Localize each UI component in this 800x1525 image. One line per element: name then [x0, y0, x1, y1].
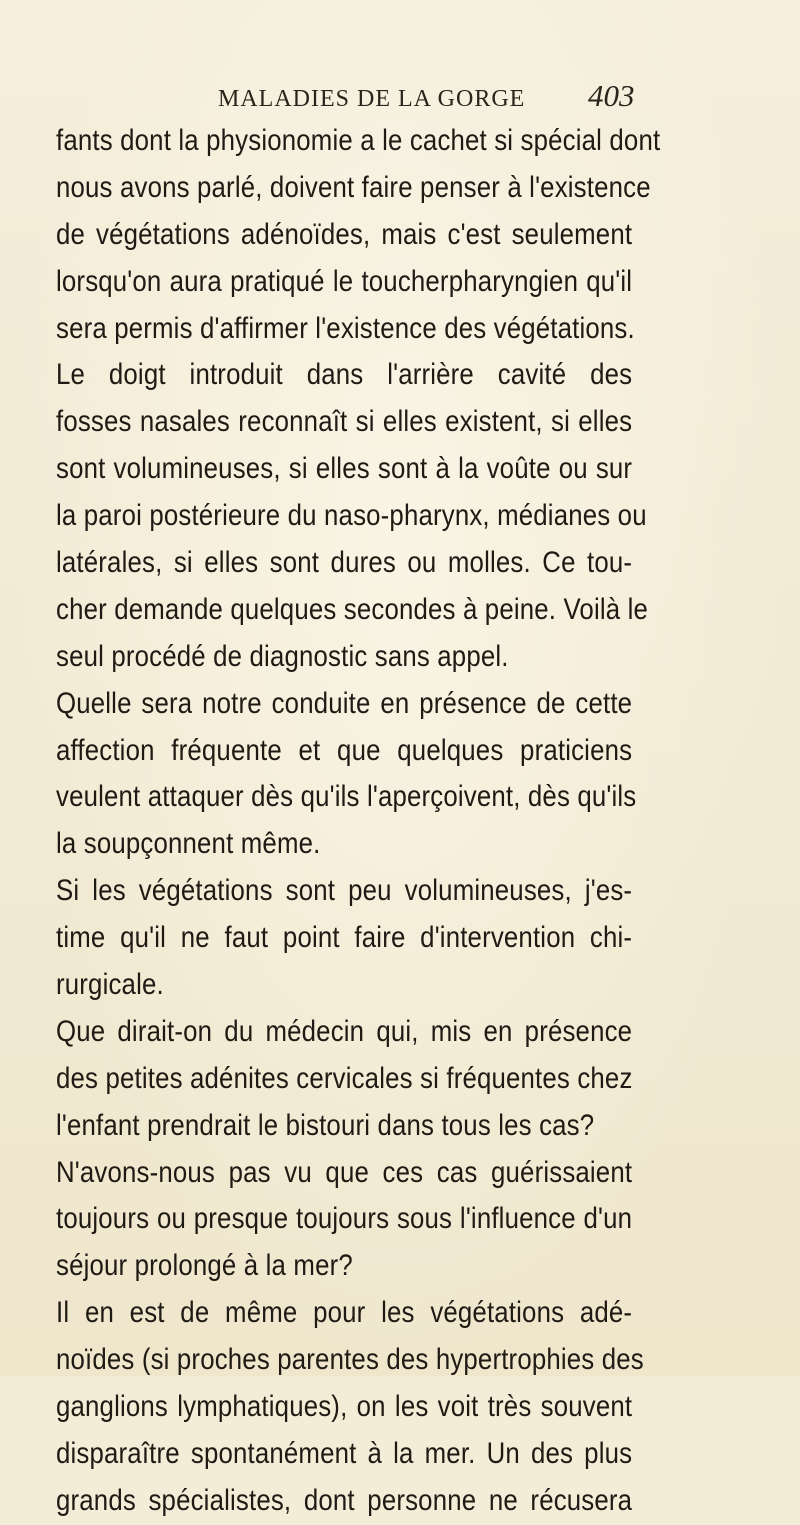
text-line: fosses nasales reconnaît si elles existent, si elles — [56, 405, 633, 439]
text-line: noïdes (si proches parentes des hypertrophies des — [56, 1343, 644, 1377]
text-line: la paroi postérieure du naso-pharynx, médianes ou — [56, 499, 647, 533]
text-line: cher demande quelques secondes à peine. Voilà le — [56, 592, 649, 626]
text-line: affection fréquente et que quelques praticiens — [56, 733, 633, 767]
text-line: sont volumineuses, si elles sont à la voûte ou sur — [56, 452, 633, 486]
page-header — [0, 78, 800, 118]
text-line: N'avons-nous pas vu que ces cas guérissaient — [56, 1155, 633, 1189]
text-line: toujours ou presque toujours sous l'influence d'un — [56, 1202, 633, 1236]
text-line: des petites adénites cervicales si fréquentes chez — [56, 1061, 633, 1095]
text-line: Quelle sera notre conduite en présence de cette — [56, 686, 633, 720]
text-line: de végétations adénoïdes, mais c'est seulement — [56, 217, 633, 251]
text-line: Si les végétations sont peu volumineuses, j'es- — [56, 874, 633, 908]
text-line: time qu'il ne faut point faire d'intervention chi- — [56, 921, 633, 955]
text-line: lorsqu'on aura pratiqué le toucherpharyngien qu'il — [56, 264, 633, 298]
text-line: seul procédé de diagnostic sans appel. — [56, 639, 509, 673]
running-title: MALADIES DE LA GORGE — [218, 86, 526, 112]
body-text — [56, 118, 726, 1525]
text-line: latérales, si elles sont dures ou molles. Ce tou- — [56, 546, 633, 580]
text-line: fants dont la physionomie a le cachet si spécial dont — [56, 124, 661, 157]
text-line: la soupçonnent même. — [56, 827, 321, 861]
text-line: nous avons parlé, doivent faire penser à l'existence — [56, 170, 651, 204]
text-line: ganglions lymphatiques), on les voit très souvent — [56, 1390, 633, 1424]
text-line: Que dirait-on du médecin qui, mis en présence — [56, 1014, 633, 1048]
text-line: l'enfant prendrait le bistouri dans tous les cas? — [56, 1108, 595, 1142]
text-line: Le doigt introduit dans l'arrière cavité des — [56, 358, 633, 392]
text-line: sera permis d'affirmer l'existence des végétations. — [56, 311, 635, 345]
text-line: Il en est de même pour les végétations adé- — [56, 1296, 633, 1330]
page-number: 403 — [588, 78, 635, 113]
text-line: séjour prolongé à la mer? — [56, 1249, 353, 1283]
text-line: rurgicale. — [56, 968, 164, 1002]
text-line: veulent attaquer dès qu'ils l'aperçoivent, dès qu'ils — [56, 780, 637, 814]
text-line: grands spécialistes, dont personne ne récusera — [56, 1483, 633, 1517]
text-line: disparaître spontanément à la mer. Un des plus — [56, 1436, 633, 1470]
